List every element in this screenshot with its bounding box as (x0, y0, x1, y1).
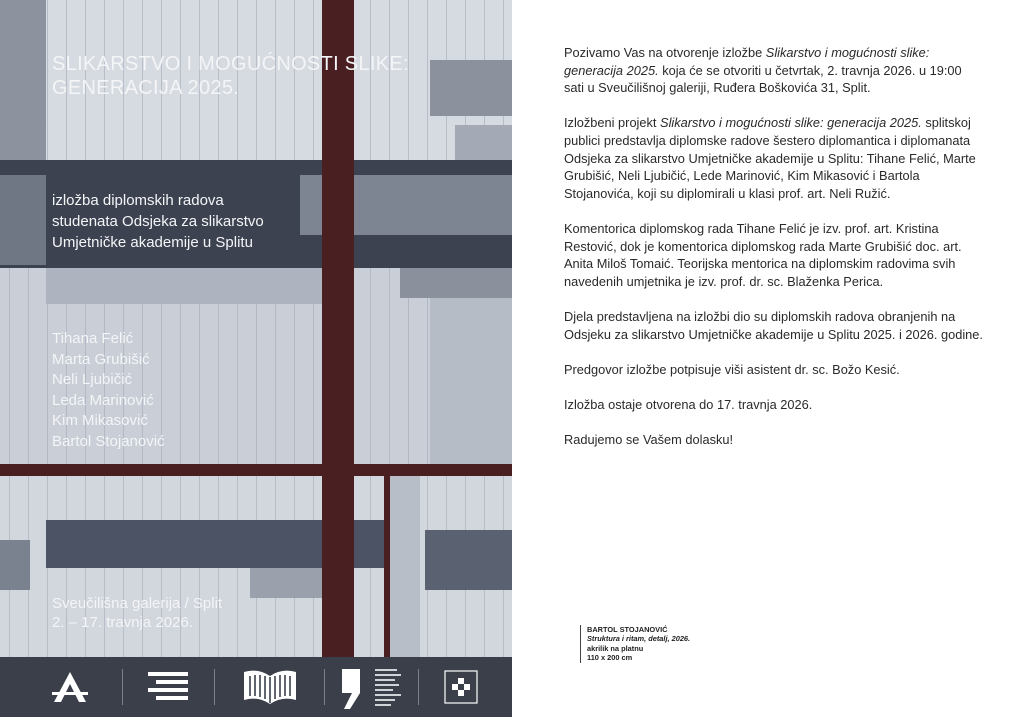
painting-frame-horizontal (0, 464, 512, 476)
painting-block (250, 568, 330, 598)
painting-block (430, 298, 512, 464)
venue-name: Sveučilišna galerija / Split (52, 595, 223, 612)
painting-block (46, 268, 326, 304)
caption-work: Struktura i ritam, detalj, 2026. (587, 634, 691, 644)
painting-block (455, 125, 512, 160)
artist-name: Leda Marinović (52, 391, 154, 409)
artwork-caption (580, 625, 690, 663)
artist-name: Tihana Felić (52, 330, 134, 347)
venue-info (52, 594, 222, 632)
poster-title: SLIKARSTVO I MOGUĆNOSTI SLIKE: GENERACIJA 2025. (52, 53, 409, 99)
painting-frame-vertical-thin (384, 476, 390, 657)
open-book-logo (232, 657, 308, 717)
academy-a-logo (40, 657, 100, 717)
artist-name: Neli Ljubičić (52, 371, 133, 388)
logo-divider (324, 669, 325, 705)
ministry-logo (372, 657, 408, 717)
logo-divider (122, 669, 123, 705)
exhibition-title-italic: Slikarstvo i mogućnosti slike: generacija 2025. (564, 45, 930, 78)
painting-block (0, 540, 30, 590)
comma-logo (336, 657, 366, 717)
poster-subtitle-line: Umjetničke akademije u Splitu (52, 234, 253, 251)
logo-divider (214, 669, 215, 705)
exhibition-dates: 2. – 17. travnja 2026. (52, 614, 193, 631)
mentors-paragraph: Komentorica diplomskog rada Tihane Felić je izv. prof. art. Kristina Restović, dok je komentorica diplomskog rada Marte Grubišić doc. art. Anita Miloš Tomaić. Teorijska mentorica na diplomskim radovima svih navedenih umjetnika je izv. prof. dr. sc. Blaženka Perica. (564, 220, 962, 289)
painting-block (390, 476, 420, 657)
artist-name: Bartol Stojanović (52, 432, 165, 450)
poster-subtitle-line: izložba diplomskih radova (52, 192, 224, 209)
invitation-paragraph: Pozivamo Vas na otvorenje izložbe Slikarstvo i mogućnosti slike: generacija 2025. koja će se otvoriti u četvrtak, 2. travnja 2026. u 19:00 sati u Sveučilišnoj galeriji, Ruđera Boškovića 31, Split. (564, 45, 962, 96)
artist-name: Marta Grubišić (52, 350, 150, 368)
exhibition-title-italic: Slikarstvo i mogućnosti slike: generacija 2025. (660, 115, 922, 131)
invitation-text (564, 44, 984, 466)
caption-artist: BARTOL STOJANOVIĆ (587, 625, 668, 634)
painting-block (425, 530, 512, 590)
poster-subtitle (52, 190, 372, 253)
closing-greeting: Radujemo se Vašem dolasku! (564, 432, 734, 448)
stripes-logo (140, 657, 196, 717)
caption-size: 110 x 200 cm (587, 653, 633, 663)
project-paragraph: Izložbeni projekt Slikarstvo i mogućnosti slike: generacija 2025. splitskoj publici predstavlja diplomske radove šestero diplomantica i diplomanata Odsjeka za slikarstvo Umjetničke akademije u Splitu: Tihane Felić, Marte Grubišić, Neli Ljubičić, Lede Marinović, Kim Mikasović i Bartola Stojanovića, koji su diplomirali u klasi prof. art. Neli Ružić. (564, 115, 976, 201)
poster-subtitle-line: studenata Odsjeka za slikarstvo (52, 213, 264, 230)
painting-block (0, 0, 46, 170)
artist-name: Kim Mikasović (52, 412, 148, 429)
croatia-crest-logo (436, 657, 486, 717)
artist-list (52, 329, 165, 452)
painting-block (0, 175, 46, 265)
closing-date-paragraph: Izložba ostaje otvorena do 17. travnja 2026. (564, 396, 813, 412)
works-paragraph: Djela predstavljena na izložbi dio su diplomskih radova obranjenih na Odsjeku za slikarstvo Umjetničke akademije u Splitu 2025. i 2026. godine. (564, 308, 983, 342)
foreword-paragraph: Predgovor izložbe potpisuje viši asistent dr. sc. Božo Kesić. (564, 361, 900, 377)
logo-divider (418, 669, 419, 705)
sponsor-logo-bar (0, 657, 512, 717)
caption-medium: akrilik na platnu (587, 643, 644, 653)
painting-block (400, 268, 512, 298)
